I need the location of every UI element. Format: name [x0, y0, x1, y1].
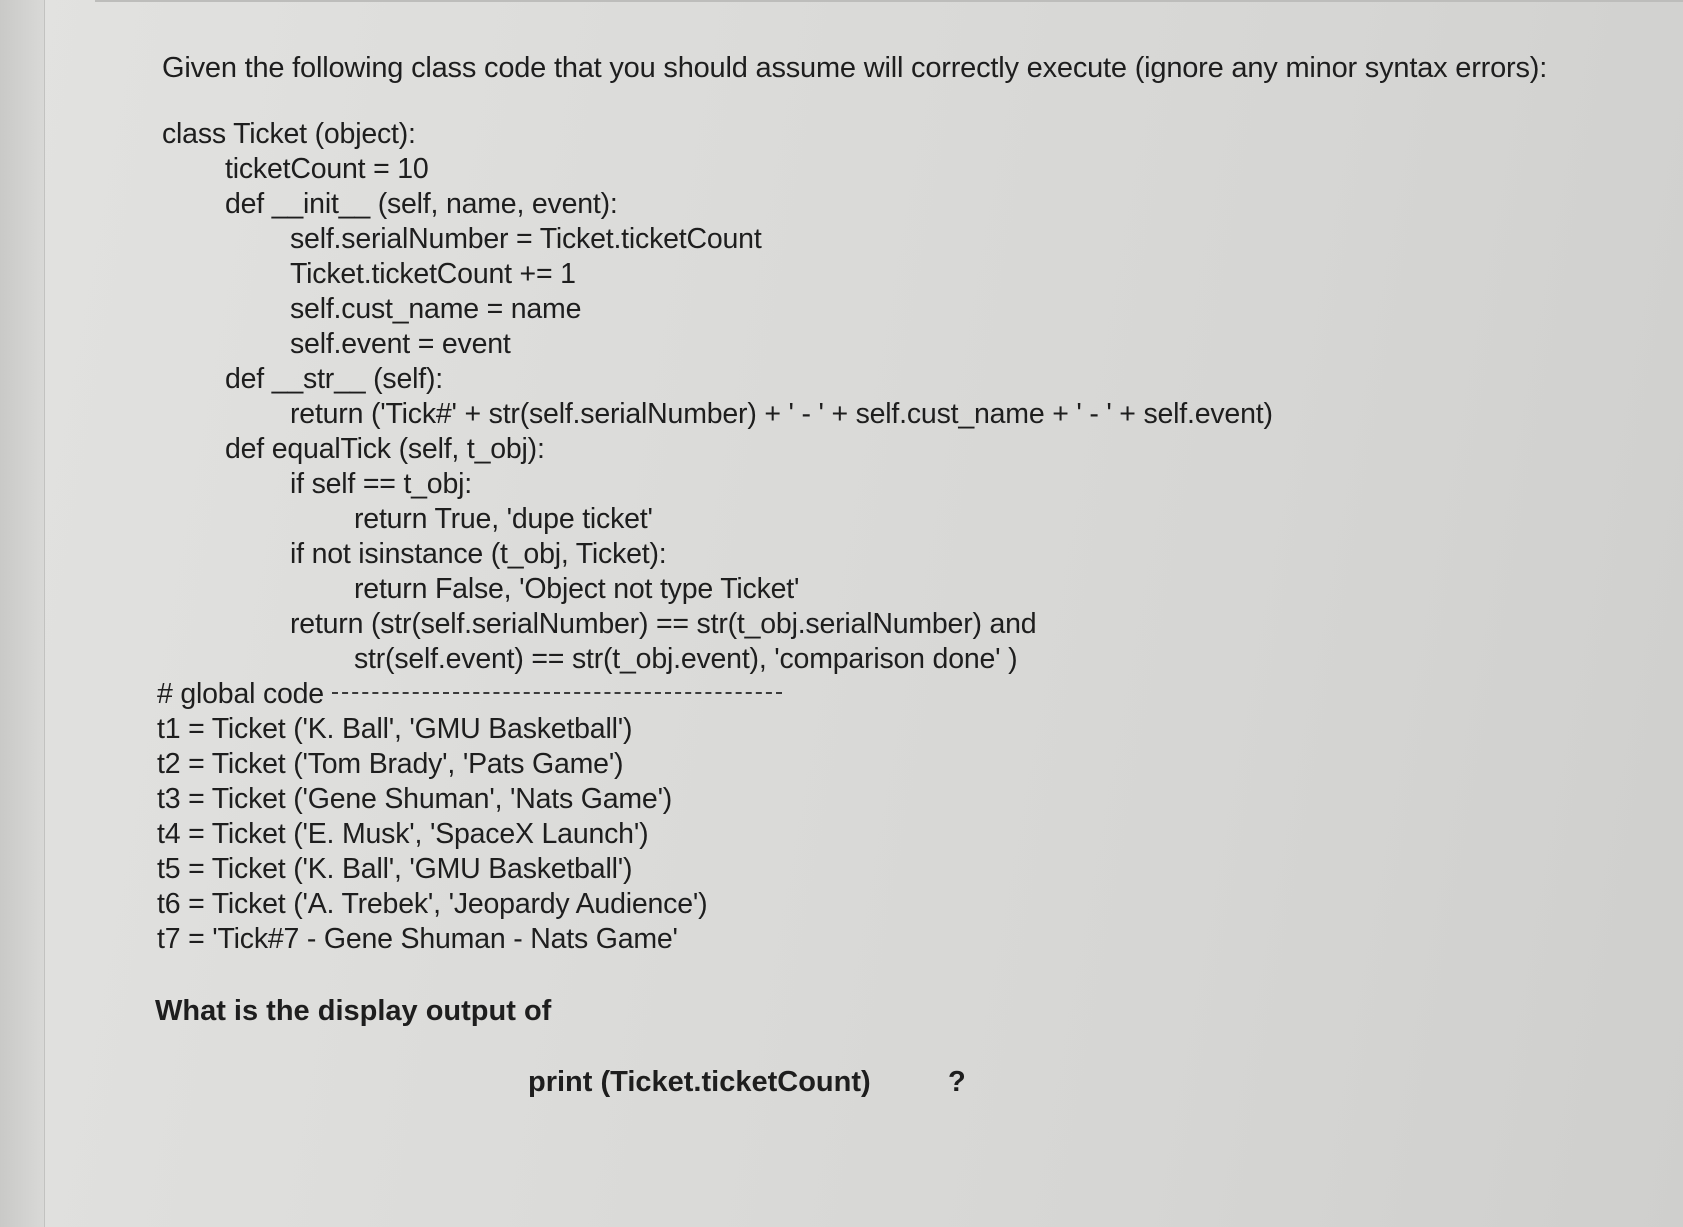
code-line: def __init__ (self, name, event):	[225, 188, 618, 220]
code-comment-line	[157, 678, 782, 711]
code-line: t1 = Ticket ('K. Ball', 'GMU Basketball')	[157, 713, 633, 745]
code-line: t3 = Ticket ('Gene Shuman', 'Nats Game')	[157, 783, 673, 815]
question-prompt: What is the display output of	[155, 995, 552, 1027]
code-line: t5 = Ticket ('K. Ball', 'GMU Basketball')	[157, 853, 633, 885]
dashed-separator	[332, 692, 782, 694]
code-line: return True, 'dupe ticket'	[354, 503, 653, 535]
code-line: t7 = 'Tick#7 - Gene Shuman - Nats Game'	[157, 923, 678, 955]
code-line: t2 = Ticket ('Tom Brady', 'Pats Game')	[157, 748, 624, 780]
question-intro: Given the following class code that you should assume will correctly execute (ignore any minor syntax errors):	[162, 52, 1548, 84]
code-line: if not isinstance (t_obj, Ticket):	[290, 538, 667, 570]
code-line: def __str__ (self):	[225, 363, 443, 395]
code-line: class Ticket (object):	[162, 118, 416, 150]
code-line: str(self.event) == str(t_obj.event), 'comparison done' )	[354, 643, 1018, 675]
code-line: self.cust_name = name	[290, 293, 582, 325]
code-line: Ticket.ticketCount += 1	[290, 258, 576, 290]
code-line: t6 = Ticket ('A. Trebek', 'Jeopardy Audience')	[157, 888, 708, 920]
code-line: return ('Tick#' + str(self.serialNumber) + ' - ' + self.cust_name + ' - ' + self.event)	[290, 398, 1273, 430]
code-line: self.serialNumber = Ticket.ticketCount	[290, 223, 762, 255]
code-line: def equalTick (self, t_obj):	[225, 433, 545, 465]
question-mark: ?	[948, 1066, 966, 1098]
code-line: self.event = event	[290, 328, 511, 360]
print-statement: print (Ticket.ticketCount)	[528, 1066, 871, 1098]
code-line: ticketCount = 10	[225, 153, 429, 185]
code-line: return False, 'Object not type Ticket'	[354, 573, 800, 605]
code-line: t4 = Ticket ('E. Musk', 'SpaceX Launch')	[157, 818, 649, 850]
code-line: return (str(self.serialNumber) == str(t_obj.serialNumber) and	[290, 608, 1037, 640]
code-line: if self == t_obj:	[290, 468, 472, 500]
code-comment-text: # global code	[157, 678, 324, 710]
